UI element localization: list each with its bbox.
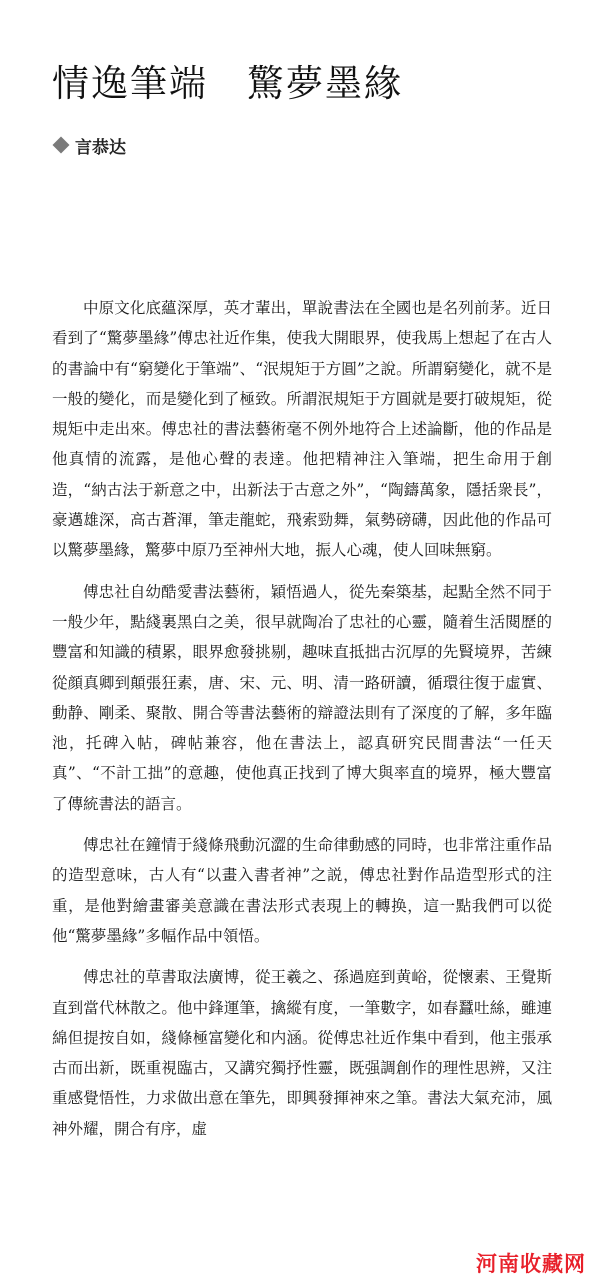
article-title: 情逸筆端 驚夢墨緣 (52, 62, 403, 105)
diamond-bullet-icon (53, 137, 70, 154)
paragraph: 傅忠社在鐘情于綫條飛動沉澀的生命律動感的同時，也非常注重作品的造型意味，古人有“以畫入書者神”之説，傅忠社對作品造型形式的注重，是他對繪畫審美意識在書法形式表現上的轉换，這一點我們可以從他“驚夢墨緣”多幅作品中領悟。 (52, 836, 552, 945)
author-name: 言恭达 (75, 137, 126, 158)
paragraph: 傅忠社的草書取法廣博，從王羲之、孫過庭到黄峪，從懷素、王覺斯直到當代林散之。他中鋒運筆，擒縱有度，一筆數字，如春蠶吐絲，雖連綿但提按自如，綫條極富變化和内涵。從傅忠社近作集中看到，他主張承古而出新，既重視臨古，又講究獨抒性靈，既强調創作的理性思辨，又注重感覺悟性，力求做出意在筆先，即興發揮神來之筆。書法大氣充沛，風神外耀，開合有序，虛 (52, 968, 552, 1138)
article-body (52, 293, 552, 1155)
paragraph: 中原文化底蘊深厚，英才輩出，單說書法在全國也是名列前茅。近日看到了“驚夢墨緣”傅忠社近作集，使我大開眼界，使我馬上想起了在古人的書論中有“窮變化于筆端”、“泯規矩于方圓”之說。所謂窮變化，就不是一般的變化，而是變化到了極致。所謂泯規矩于方圓就是要打破規矩，從規矩中走出來。傅忠社的書法藝術毫不例外地符合上述論斷，他的作品是他真情的流露，是他心聲的表達。他把精神注入筆端，把生命用于創造，“納古法于新意之中，出新法于古意之外”，“陶鑄萬象，隱括衆長”，豪邁雄深，高古蒼渾，筆走龍蛇，飛索勁舞，氣勢磅礴，因此他的作品可以驚夢墨緣，驚夢中原乃至神州大地，振人心魂，使人回味無窮。 (52, 299, 552, 560)
paragraph: 傅忠社自幼酷愛書法藝術，穎悟過人，從先秦築基，起點全然不同于一般少年，點綫裏黑白之美，很早就陶冶了忠社的心靈，隨着生活閱歷的豐富和知識的積累，眼界愈發挑剔，趣味直抵拙古沉厚的先賢境界，苦練從顔真卿到顛張狂素，唐、宋、元、明、清一路研讀，循環往復于虛實、動静、剛柔、聚散、開合等書法藝術的辯證法則有了深度的了解，多年臨池，托碑入帖，碑帖兼容，他在書法上，認真研究民間書法“一任天真”、“不計工拙”的意趣，使他真正找到了博大與率直的境界，極大豐富了傳統書法的語言。 (52, 582, 552, 813)
byline (52, 132, 126, 158)
site-watermark: 河南收藏网 (476, 1252, 586, 1276)
